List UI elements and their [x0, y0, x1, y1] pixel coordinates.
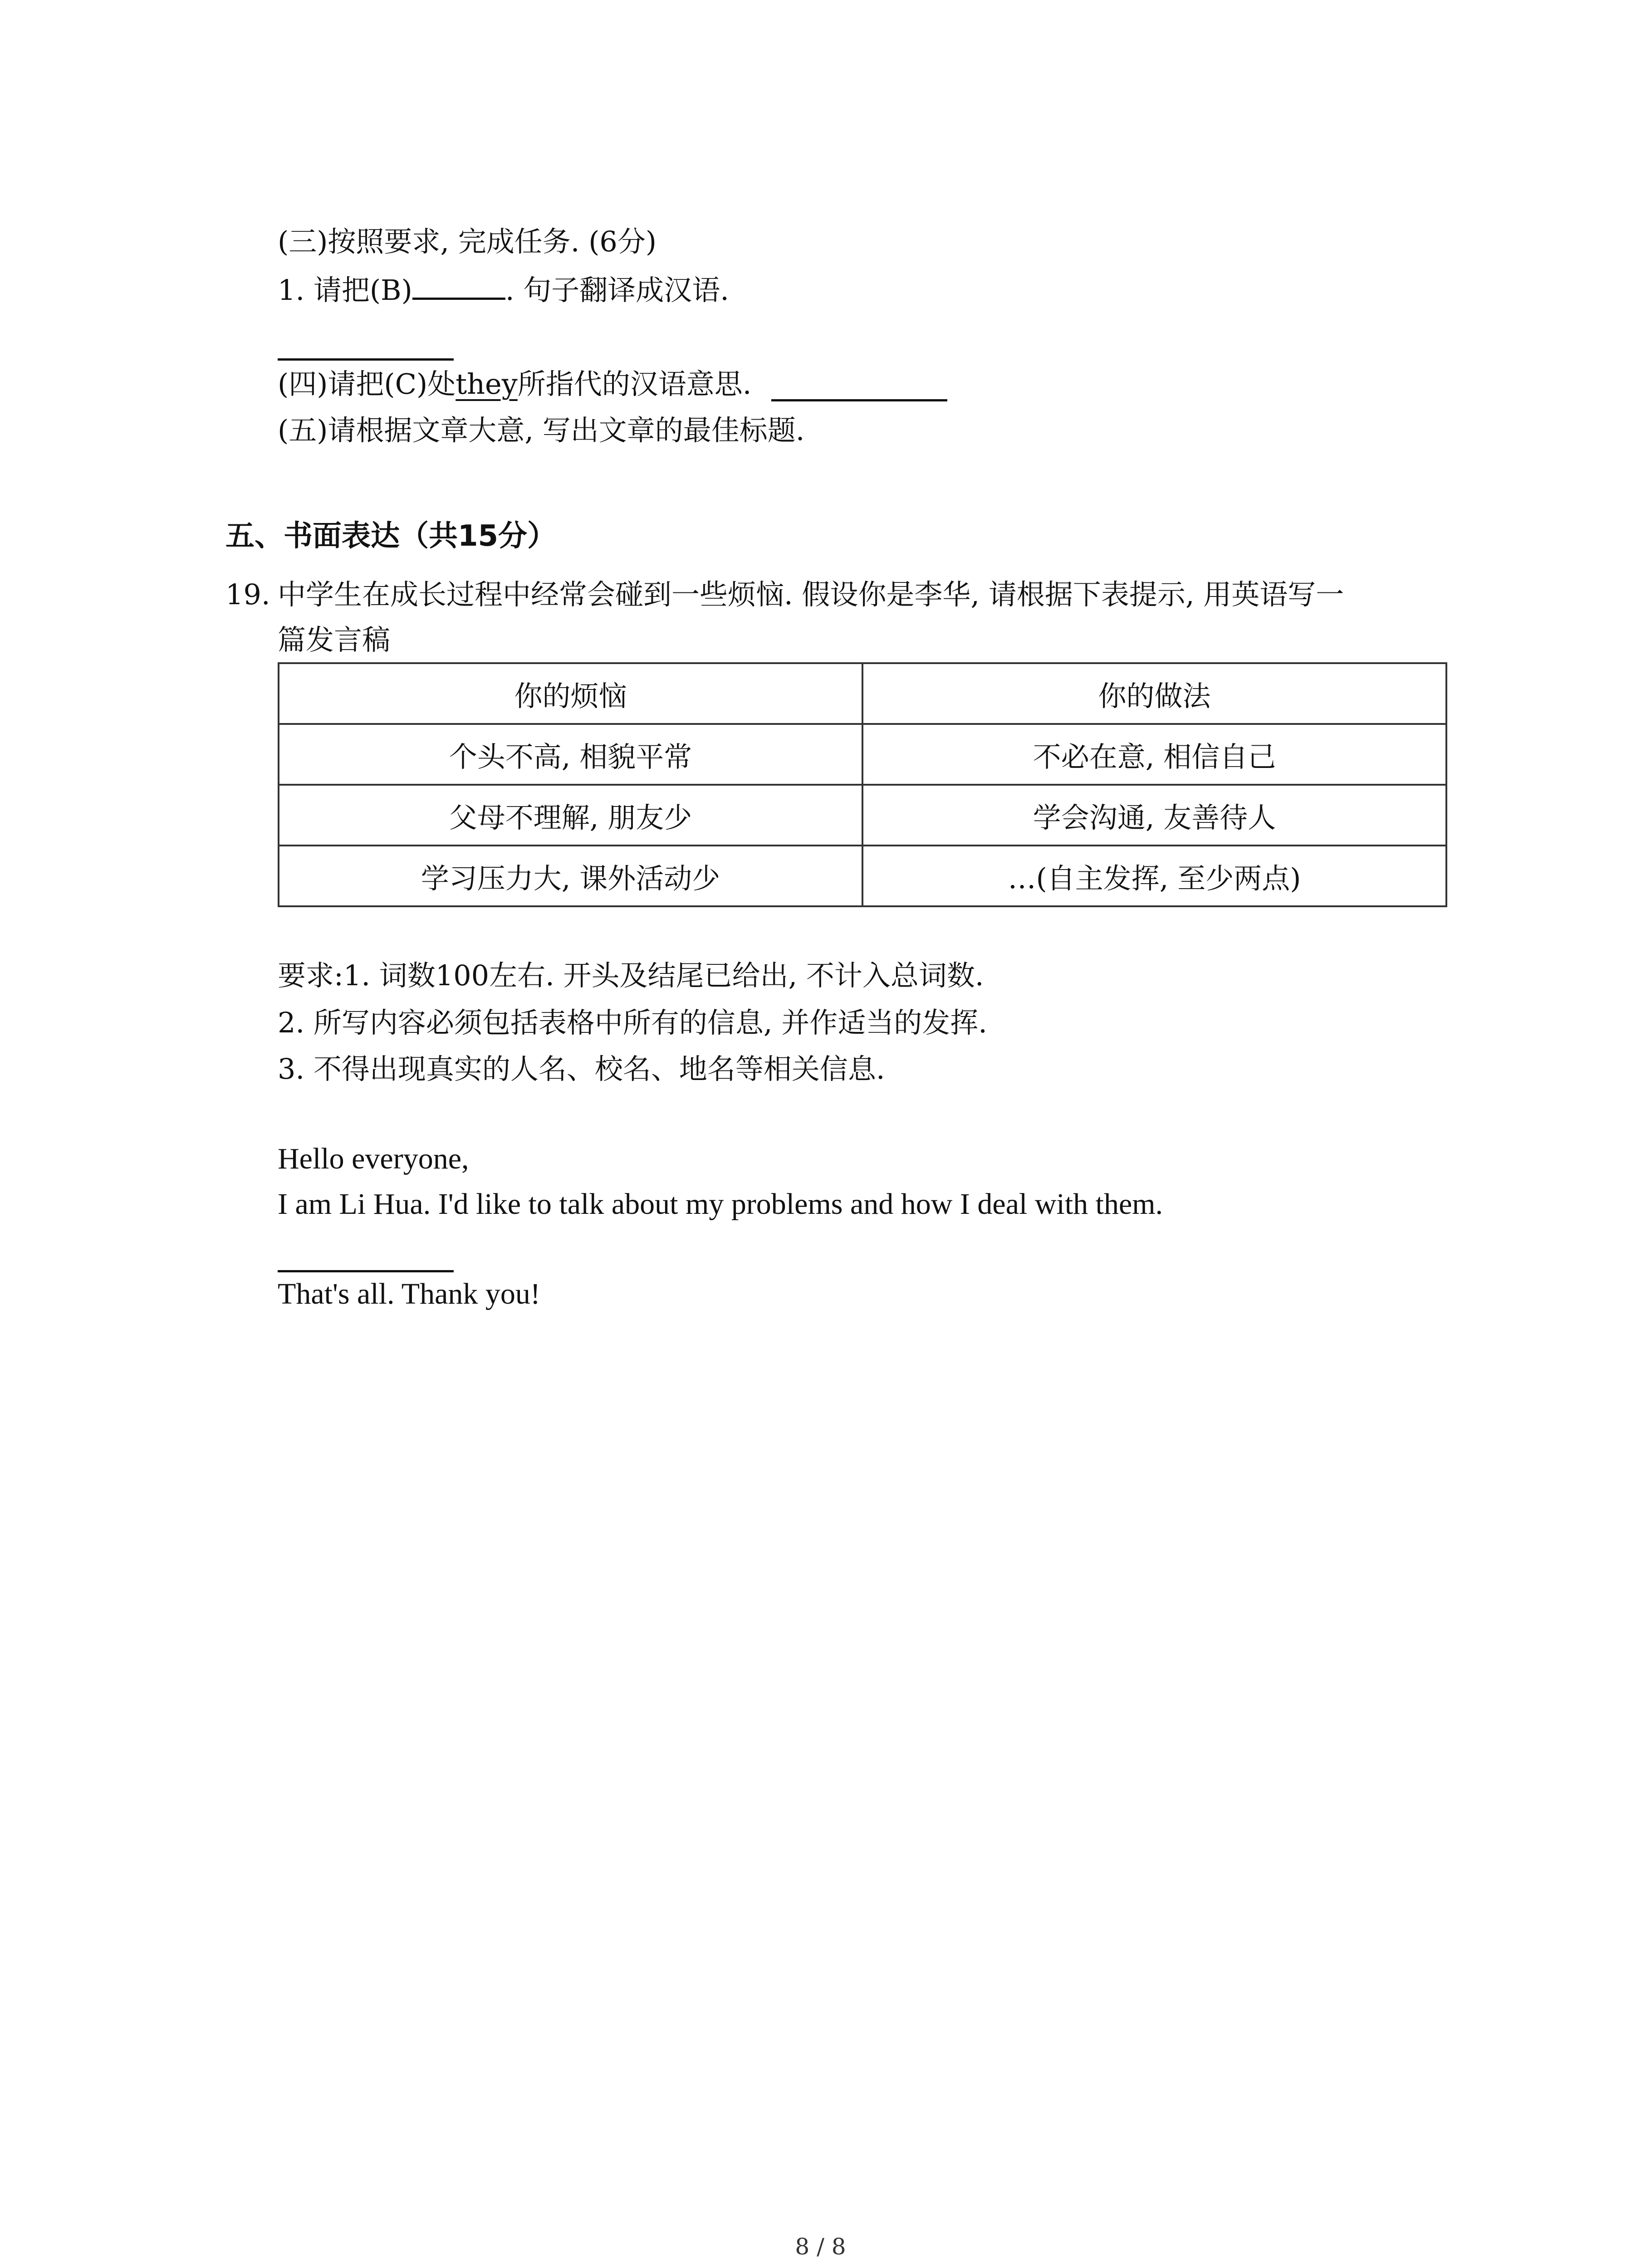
part4-question — [278, 367, 752, 401]
q19-prompt-line1: 中学生在成长过程中经常会碰到一些烦恼. 假设你是李华, 请根据下表提示, 用英语写一 — [278, 578, 1344, 611]
speech-intro: I am Li Hua. I'd like to talk about my problems and how I deal with them. — [278, 1188, 1163, 1221]
table-header-cell: 你的烦恼 — [279, 663, 862, 724]
q1-suffix: . 句子翻译成汉语. — [505, 274, 729, 307]
part4-suffix: 所指代的汉语意思. — [517, 367, 752, 401]
q19-number: 19. — [225, 578, 270, 611]
q1-answer-line[interactable] — [278, 358, 454, 361]
part4-answer-line[interactable] — [771, 399, 947, 401]
table-cell: 父母不理解, 朋友少 — [279, 785, 862, 846]
section-heading: 五、书面表达（共15分） — [225, 519, 557, 553]
requirement-2: 2. 所写内容必须包括表格中所有的信息, 并作适当的发挥. — [278, 1006, 987, 1039]
table-header-cell: 你的做法 — [862, 663, 1446, 724]
part5-question: (五)请根据文章大意, 写出文章的最佳标题. — [278, 414, 805, 447]
table-cell: 不必在意, 相信自己 — [862, 724, 1446, 785]
part3-title: (三)按照要求, 完成任务. (6分) — [278, 225, 657, 258]
prompt-table — [278, 662, 1447, 907]
table-cell: 学习压力大, 课外活动少 — [279, 846, 862, 906]
page-number: 8 / 8 — [795, 2234, 846, 2260]
speech-greeting: Hello everyone, — [278, 1142, 469, 1175]
table-row — [279, 724, 1446, 785]
requirement-1: 要求:1. 词数100左右. 开头及结尾已给出, 不计入总词数. — [278, 959, 984, 992]
table-row — [279, 846, 1446, 906]
essay-answer-line[interactable] — [278, 1270, 454, 1272]
part4-underlined-word: they — [456, 367, 518, 401]
part4-prefix: (四)请把(C)处 — [278, 367, 456, 401]
q1-prefix: 1. 请把(B) — [278, 274, 412, 307]
q19-prompt-line2: 篇发言稿 — [278, 623, 391, 656]
part3-question-1 — [278, 274, 729, 307]
table-cell: …(自主发挥, 至少两点) — [862, 846, 1446, 906]
table-cell: 学会沟通, 友善待人 — [862, 785, 1446, 846]
speech-closing: That's all. Thank you! — [278, 1277, 540, 1310]
table-cell: 个头不高, 相貌平常 — [279, 724, 862, 785]
table-header-row — [279, 663, 1446, 724]
requirement-3: 3. 不得出现真实的人名、校名、地名等相关信息. — [278, 1052, 885, 1085]
q1-answer-blank[interactable] — [412, 274, 505, 300]
table-row — [279, 785, 1446, 846]
